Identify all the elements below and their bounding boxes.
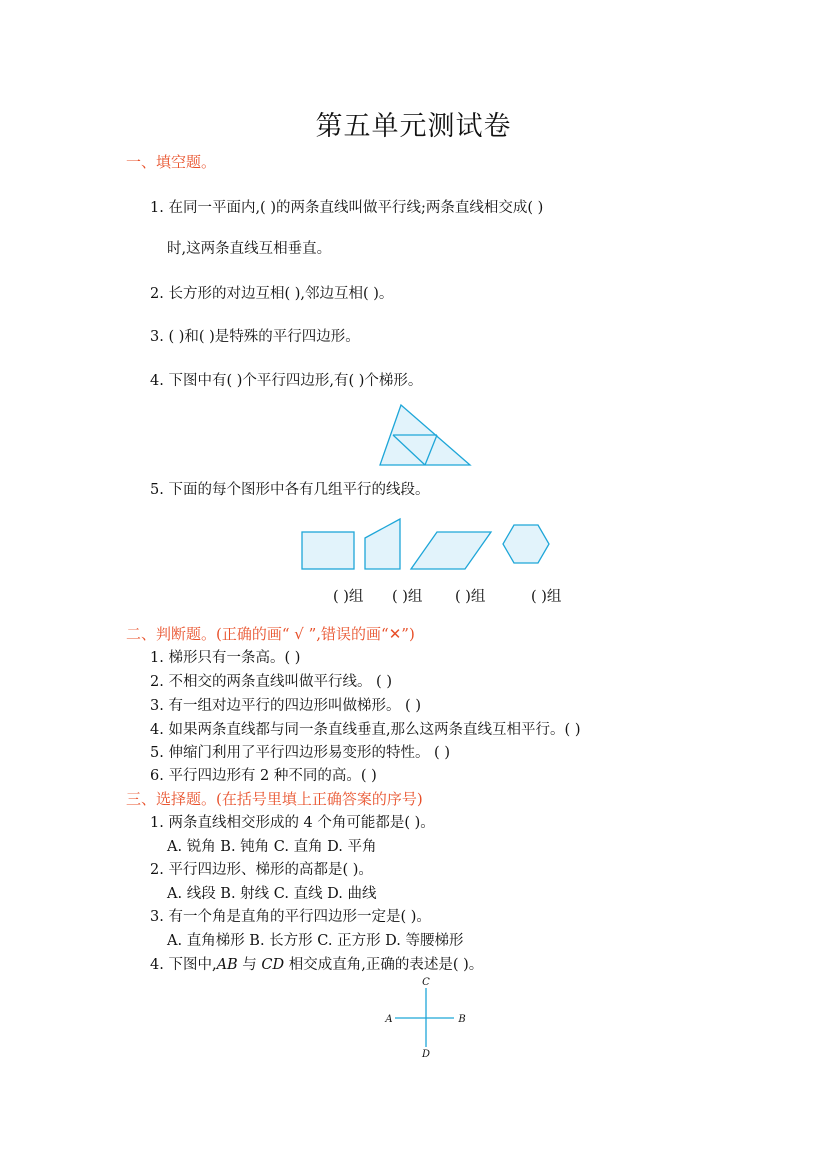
- shape-answer-1: ( )组: [333, 589, 364, 605]
- shapes-figure: [298, 515, 554, 575]
- choice-question-3: 3. 有一个角是直角的平行四边形一定是( )。: [150, 909, 431, 925]
- triangle-figure: [378, 404, 474, 468]
- section-heading-fill-blank: 一、填空题。: [126, 153, 217, 171]
- q4-suffix: 相交成直角,正确的表述是( )。: [284, 957, 484, 973]
- tf-item-3: 3. 有一组对边平行的四边形叫做梯形。 ( ): [150, 698, 421, 714]
- question-1-line-1: 1. 在同一平面内,( )的两条直线叫做平行线;两条直线相交成( ): [150, 200, 544, 216]
- tf-item-2: 2. 不相交的两条直线叫做平行线。 ( ): [150, 674, 392, 690]
- shape-answer-3: ( )组: [455, 589, 486, 605]
- choice-question-1: 1. 两条直线相交形成的 4 个角可能都是( )。: [150, 815, 435, 831]
- question-4: 4. 下图中有( )个平行四边形,有( )个梯形。: [150, 373, 423, 389]
- choice-options-3: A. 直角梯形 B. 长方形 C. 正方形 D. 等腰梯形: [167, 933, 464, 949]
- section-heading-multiple-choice: 三、选择题。(在括号里填上正确答案的序号): [126, 790, 423, 808]
- tf-item-1: 1. 梯形只有一条高。( ): [150, 650, 301, 666]
- tf-item-4: 4. 如果两条直线都与同一条直线垂直,那么这两条直线互相平行。( ): [150, 722, 581, 738]
- parallelogram-shape: [411, 532, 491, 569]
- q4-mid: 与: [237, 957, 262, 973]
- tf-item-5: 5. 伸缩门利用了平行四边形易变形的特性。 ( ): [150, 745, 450, 761]
- q4-prefix: 4. 下图中,: [150, 957, 217, 973]
- question-5: 5. 下面的每个图形中各有几组平行的线段。: [150, 482, 430, 498]
- shape-answer-2: ( )组: [392, 589, 423, 605]
- question-3: 3. ( )和( )是特殊的平行四边形。: [150, 329, 360, 345]
- perpendicular-lines-figure: [380, 975, 472, 1061]
- rectangle-shape: [302, 532, 354, 569]
- page-title: 第五单元测试卷: [315, 111, 512, 142]
- question-1-line-2: 时,这两条直线互相垂直。: [167, 241, 332, 257]
- trapezoid-shape: [365, 519, 400, 569]
- q4-line-ab: AB: [216, 957, 238, 973]
- hexagon-shape: [503, 525, 549, 563]
- choice-options-2: A. 线段 B. 射线 C. 直线 D. 曲线: [167, 886, 377, 902]
- label-b: B: [458, 1014, 466, 1025]
- label-d: D: [421, 1049, 431, 1060]
- choice-question-2: 2. 平行四边形、梯形的高都是( )。: [150, 862, 373, 878]
- question-2: 2. 长方形的对边互相( ),邻边互相( )。: [150, 286, 394, 302]
- choice-question-4: [150, 958, 483, 973]
- shape-answer-4: ( )组: [531, 589, 562, 605]
- tf-item-6: 6. 平行四边形有 2 种不同的高。( ): [150, 768, 377, 784]
- q4-line-cd: CD: [261, 957, 285, 973]
- section-heading-true-false: 二、判断题。(正确的画“ √ ”,错误的画“✕”): [126, 625, 415, 643]
- label-c: C: [422, 977, 430, 988]
- choice-options-1: A. 锐角 B. 钝角 C. 直角 D. 平角: [167, 839, 377, 855]
- label-a: A: [385, 1014, 393, 1025]
